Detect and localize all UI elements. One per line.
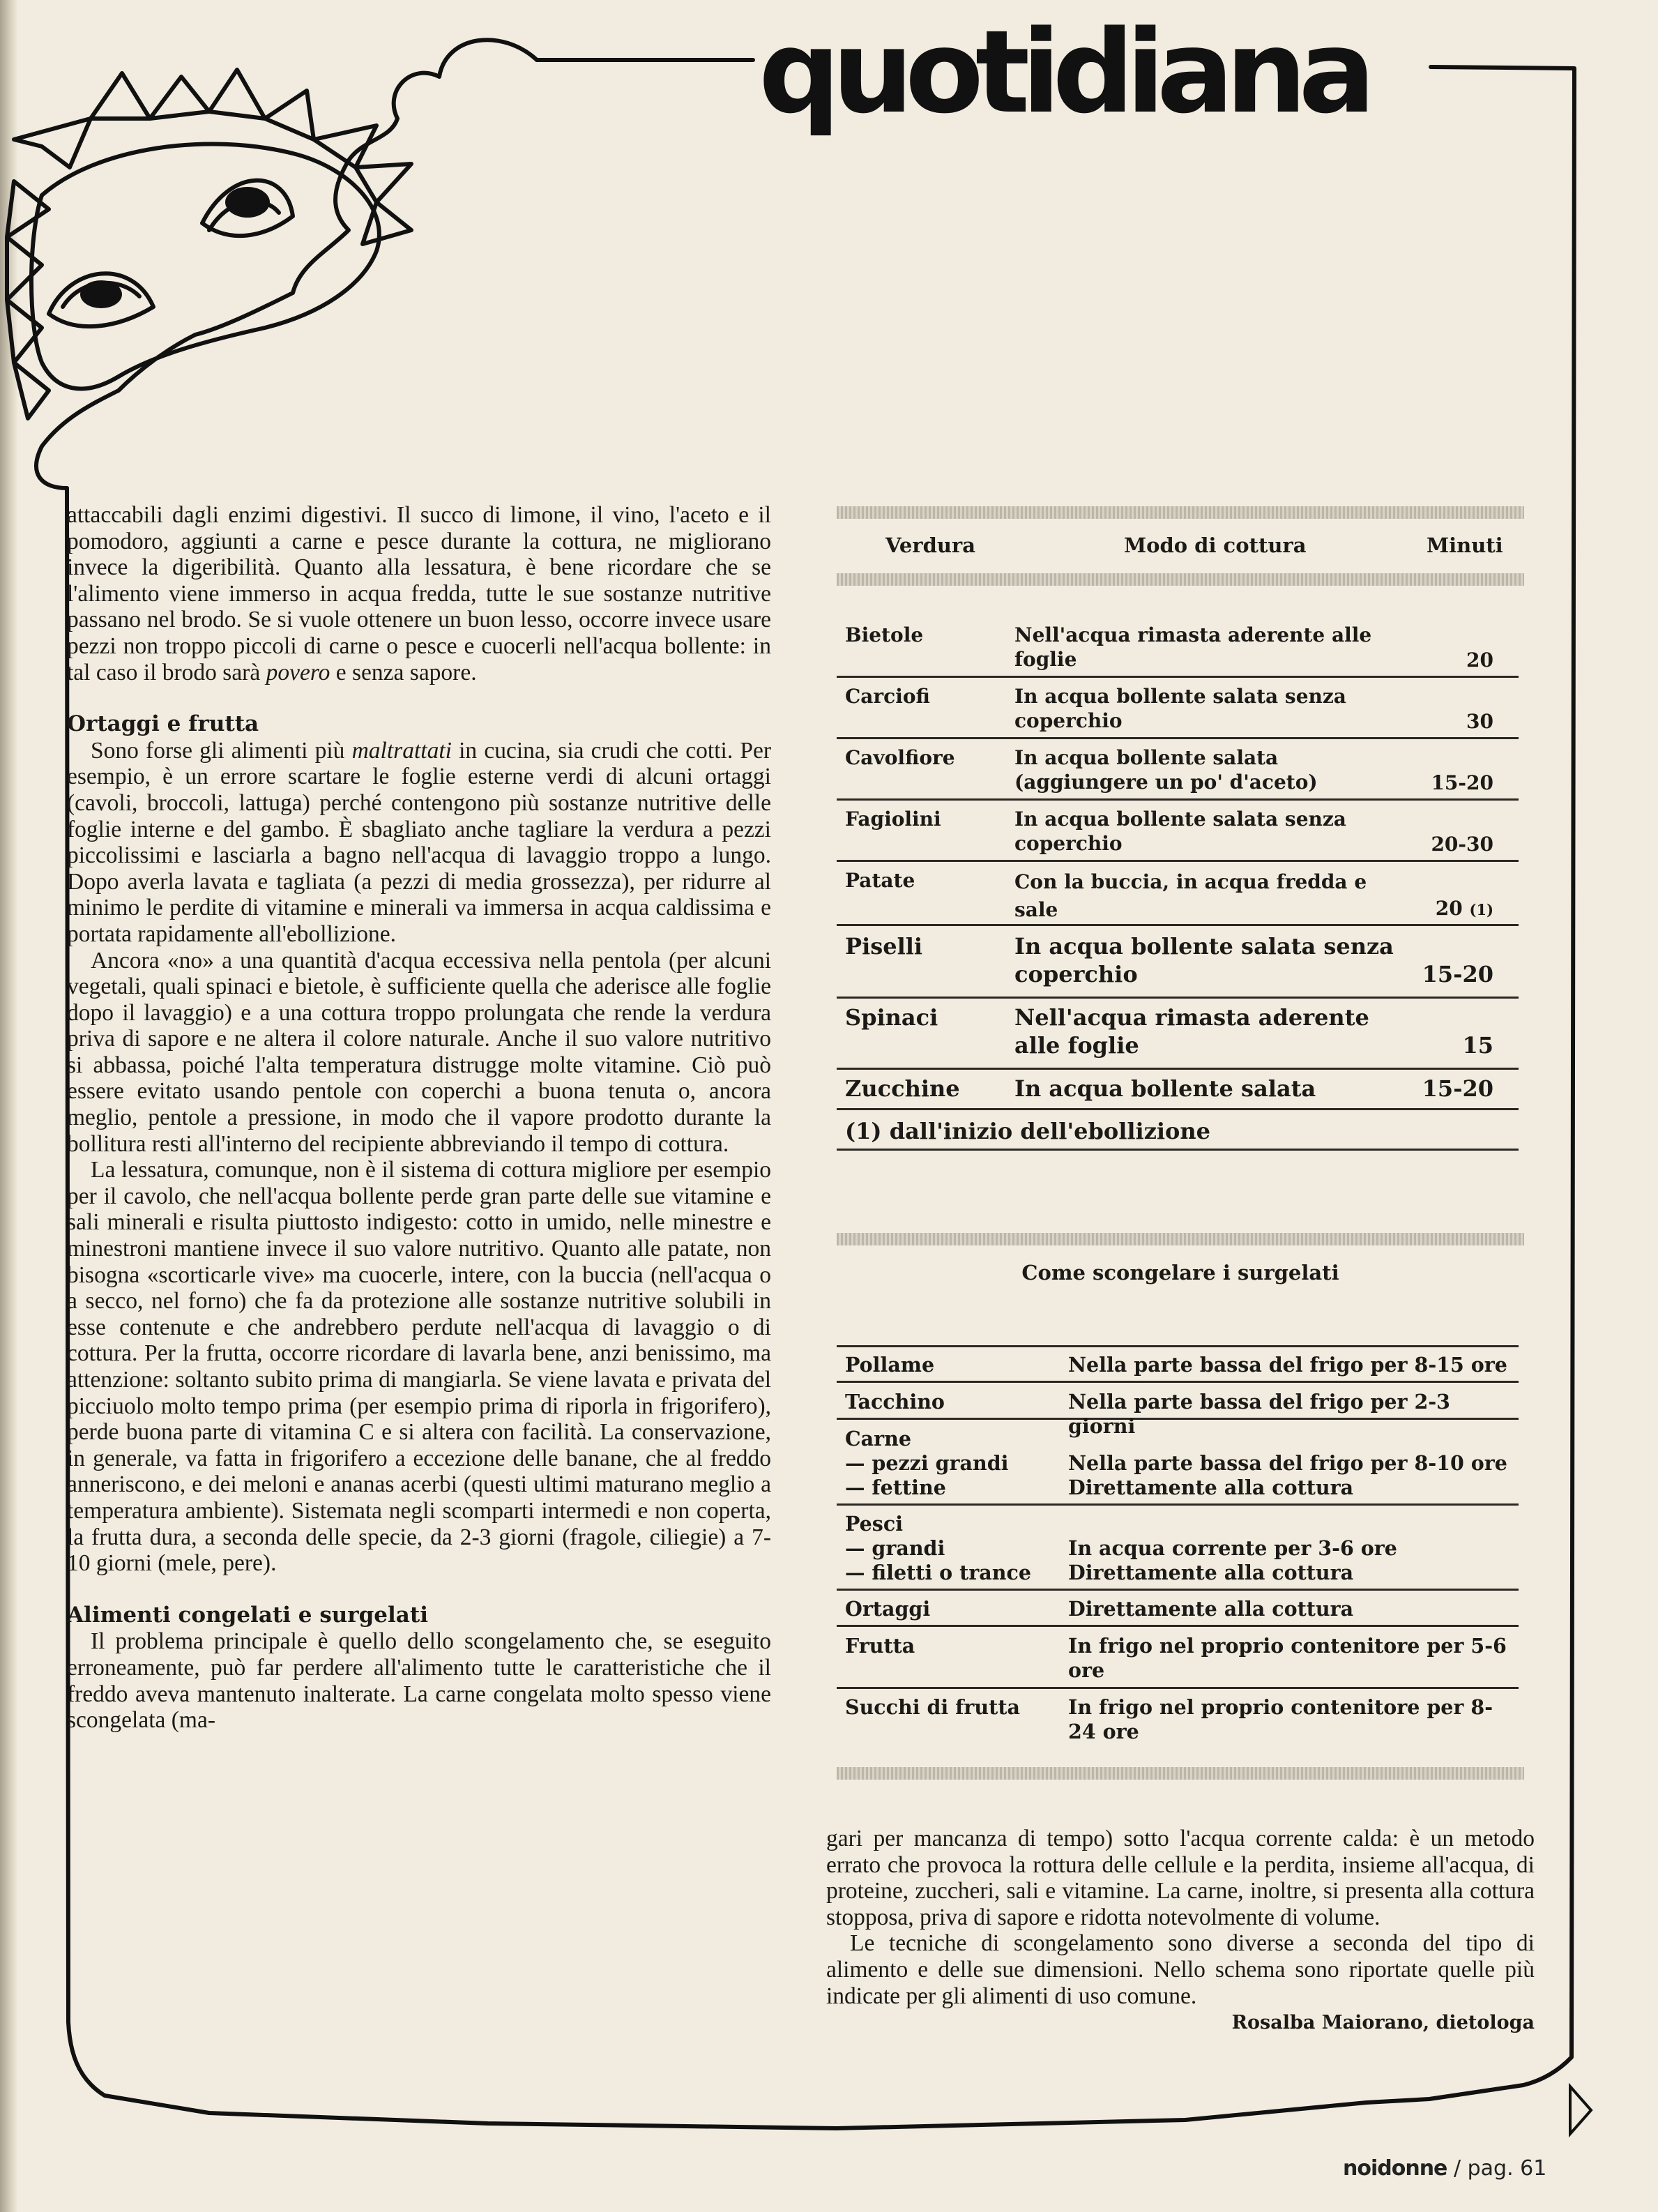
method-cell: Nell'acqua rimasta aderente alle foglie — [1014, 623, 1372, 671]
method-cell: Direttamente alla cottura — [1068, 1597, 1354, 1621]
section-heading-congelati: Alimenti congelati e surgelati — [67, 1602, 428, 1628]
paragraph-scongelamento: Il problema principale è quello dello scongelamento che, se eseguito erroneamente, può far perdere all'alimento tutte le caratteristiche che il freddo aveva mantenuto inalterate. La carne congelata molto spesso viene scongelata (ma- — [67, 1628, 771, 1734]
table-row — [837, 745, 1519, 801]
table-top-rule — [837, 1345, 1519, 1347]
minutes-cell: 30 — [1466, 710, 1493, 733]
minutes-cell: 15-20 — [1431, 771, 1493, 794]
table-stripe — [837, 573, 1524, 586]
food-cell: Succhi di frutta — [845, 1695, 1020, 1719]
paragraph-tecniche: Le tecniche di scongelamento sono diverse a seconda del tipo di alimento e delle sue dimensioni. Nello schema sono riportate quelle più indicate per gli alimenti di uso comune. — [826, 1930, 1535, 2009]
vegetable-cell: Cavolfiore — [845, 746, 955, 769]
paragraph-text: attaccabili dagli enzimi digestivi. Il succo di limone, il vino, l'aceto e il pomodoro, aggiunti a carne e pesce durante la cottura, ne migliorano invece la digeribilità. Quanto alla lessatura, è bene ricordare che se l'alimento viene immerso in acqua fredda, tutte le sue sostanze nutritive passano nel brodo. Se si vuole ottenere un buon lesso, occorre invece usare pezzi non troppo piccoli di carne o pesce e cuocerli nell'acqua bollente: in tal caso il brodo sarà — [67, 502, 771, 685]
food-cell — [845, 1512, 1068, 1585]
food-cell — [845, 1427, 1068, 1500]
table-row — [837, 807, 1519, 862]
table-row — [837, 684, 1519, 739]
table-row — [837, 1427, 1519, 1506]
method-cell: Nell'acqua rimasta aderente alle foglie — [1014, 1004, 1369, 1059]
table-stripe — [837, 1767, 1524, 1780]
page-number: pag. 61 — [1467, 2156, 1547, 2181]
food-sub-label: — grandi — [845, 1536, 945, 1560]
food-sub-label: — fettine — [845, 1476, 946, 1499]
method-cell: In frigo nel proprio contenitore per 8-24 ore — [1068, 1695, 1493, 1743]
method-cell: In acqua bollente salata (aggiungere un po' d'aceto) — [1014, 746, 1318, 794]
minutes-cell: 20 — [1435, 897, 1463, 920]
food-sub-label: — pezzi grandi — [845, 1451, 1009, 1475]
table-row — [837, 1075, 1519, 1110]
minutes-cell: 15-20 — [1422, 961, 1493, 987]
vegetable-cell: Bietole — [845, 623, 924, 646]
food-label: Carne — [845, 1427, 912, 1450]
author-signature: Rosalba Maiorano, dietologa — [1231, 2012, 1535, 2034]
vegetable-cell: Patate — [845, 869, 915, 892]
table-row — [837, 1003, 1519, 1070]
italic-word: povero — [266, 659, 330, 685]
method-line: Direttamente alla cottura — [1068, 1476, 1354, 1499]
method-cell: In acqua bollente salata senza coperchio — [1014, 808, 1346, 855]
paragraph-text: in cucina, sia crudi che cotti. Per esempio, è un errore scartare le foglie esterne verdi di alcuni ortaggi (cavoli, broccoli, lattuga) perché contengono più sostanze nutritive delle foglie interne e del gambo. È sbagliato anche tagliare la verdura a pezzi piccolissimi e lasciarla a bagno nell'acqua di lavaggio troppo a lungo. Dopo averla lavata e tagliata (a pezzi di media grossezza), per ridurre al minimo le perdite di vitamine e minerali va immersa in acqua caldissima e portata rapidamente all'ebollizione. — [67, 737, 772, 947]
method-cell — [1068, 1536, 1514, 1585]
table-row — [837, 1597, 1519, 1627]
paragraph-lessatura-cavolo: La lessatura, comunque, non è il sistema di cottura migliore per esempio per il cavolo, che nell'acqua bollente perde gran parte delle sue vitamine e sali minerali e risulta piuttosto indigesto: cotto in umido, nelle minestre e minestroni mantiene invece il suo valore nutritivo. Quanto alle patate, non bisogna «scorticarle vive» ma cuocerle, intere, con la buccia (nell'acqua o a secco, nel forno) che fa da protezione alle sostanze nutritive solubili in esse contenute e che andrebbero perdute nell'acqua di lavaggio o di cottura. Per la frutta, occorre ricordare di lavarla bene, anzi benissimo, ma attenzione: soltanto subito prima di mangiarla. Se viene lavata e privata del picciuolo molto tempo prima (per esempio prima di riporla in frigorifero), perde buona parte di vitamina C e si altera con facilità. La conservazione, in generale, va fatta in frigorifero a eccezione delle banane, che al freddo anneriscono, e dei meloni e ananas acerbi (questi ultimi maturano meglio a temperatura ambiente). Sistemata negli scomparti intermedi e non coperta, la frutta dura, a seconda delle specie, da 2-3 giorni (fragole, ciliegie) a 7-10 giorni (mele, pere). — [67, 1157, 771, 1577]
footnote-marker: (1) — [1469, 901, 1493, 918]
table-row — [837, 1390, 1519, 1438]
page-footer — [1343, 2156, 1546, 2181]
magazine-brand: noidonne — [1343, 2156, 1447, 2181]
header-method: Modo di cottura — [1124, 533, 1307, 557]
minutes-cell: 20 — [1466, 649, 1493, 672]
table-row — [837, 1353, 1519, 1383]
masthead-title: quotidiana — [759, 6, 1368, 139]
method-cell: Nella parte bassa del frigo per 8-15 ore — [1068, 1353, 1507, 1377]
paragraph-text: Sono forse gli alimenti più — [91, 737, 345, 764]
table-row — [837, 1695, 1519, 1748]
minutes-cell: 15 — [1462, 1032, 1493, 1059]
vegetable-cell: Piselli — [845, 933, 923, 960]
table-bottom-rule — [837, 1126, 1519, 1151]
italic-word: maltrattati — [351, 737, 452, 764]
table-row — [837, 1634, 1519, 1689]
food-cell: Frutta — [845, 1634, 915, 1658]
minutes-cell: 20-30 — [1431, 833, 1493, 856]
paragraph-ortaggi — [67, 738, 771, 948]
right-column-text — [826, 1826, 1535, 2037]
method-cell: In acqua bollente salata senza coperchio — [1014, 685, 1346, 732]
paragraph-acqua: Ancora «no» a una quantità d'acqua eccessiva nella pentola (per alcuni vegetali, quali spinaci e bietole, è sufficiente quella che aderisce alle foglie dopo il lavaggio) e a una cottura troppo prolungata che rende la verdura priva di sapore e ne altera il colore naturale. Anche il suo valore nutritivo si abbassa, poiché l'alta temperatura distrugge molte vitamine. Ciò può essere evitato usando pentole con coperchi a buona tenuta o, ancora meglio, pentole a pressione, in modo che il vapore prodotto durante la bollitura resti all'interno del recipiente abbreviando il tempo di cottura. — [67, 947, 771, 1157]
table-row — [837, 868, 1519, 926]
food-cell: Tacchino — [845, 1390, 945, 1414]
method-cell: Con la buccia, in acqua fredda e sale — [1014, 870, 1367, 921]
thaw-table-title: Come scongelare i surgelati — [1021, 1261, 1339, 1285]
vegetable-cell: Zucchine — [845, 1075, 960, 1102]
section-heading-ortaggi: Ortaggi e frutta — [67, 711, 259, 737]
minutes-cell: 15-20 — [1422, 1075, 1493, 1102]
vegetable-cell: Fagiolini — [845, 808, 941, 831]
food-sub-label: — filetti o trance — [845, 1561, 1031, 1584]
method-cell: In acqua bollente salata senza coperchio — [1014, 933, 1394, 987]
food-label: Pesci — [845, 1512, 904, 1536]
vegetable-cell: Spinaci — [845, 1004, 938, 1031]
table-row — [837, 623, 1519, 678]
food-cell: Pollame — [845, 1353, 935, 1377]
method-line: Direttamente alla cottura — [1068, 1561, 1354, 1584]
header-minutes: Minuti — [1427, 533, 1503, 557]
method-line: Nella parte bassa del frigo per 8-10 ore — [1068, 1451, 1507, 1475]
method-cell: Nella parte bassa del frigo per 2-3 giorni — [1068, 1390, 1450, 1438]
method-cell: In acqua bollente salata — [1014, 1075, 1316, 1102]
paragraph-lessatura — [67, 502, 771, 685]
method-cell: In frigo nel proprio contenitore per 5-6 ore — [1068, 1634, 1507, 1682]
table-footnote: (1) dall'inizio dell'ebollizione — [845, 1118, 1210, 1144]
paragraph-text: e senza sapore. — [335, 659, 477, 685]
food-cell: Ortaggi — [845, 1597, 931, 1621]
method-cell — [1068, 1451, 1514, 1500]
left-column-text — [67, 502, 771, 1734]
next-page-arrow-icon — [1567, 2082, 1595, 2138]
table-stripe — [837, 1233, 1524, 1245]
table-row — [837, 1512, 1519, 1591]
table-row — [837, 932, 1519, 999]
table-stripe — [837, 506, 1524, 519]
footer-separator: / — [1453, 2156, 1461, 2181]
method-line: In acqua corrente per 3-6 ore — [1068, 1536, 1397, 1560]
vegetable-cell: Carciofi — [845, 685, 930, 708]
header-vegetable: Verdura — [885, 533, 975, 557]
paragraph-continuation: gari per mancanza di tempo) sotto l'acqua corrente calda: è un metodo errato che provoca la rottura delle cellule e la perdita, insieme all'acqua, di proteine, zuccheri, sali e vitamine. La carne, inoltre, si presenta alla cottura stopposa, priva di sapore e ridotta notevolmente di volume. — [826, 1826, 1535, 1930]
